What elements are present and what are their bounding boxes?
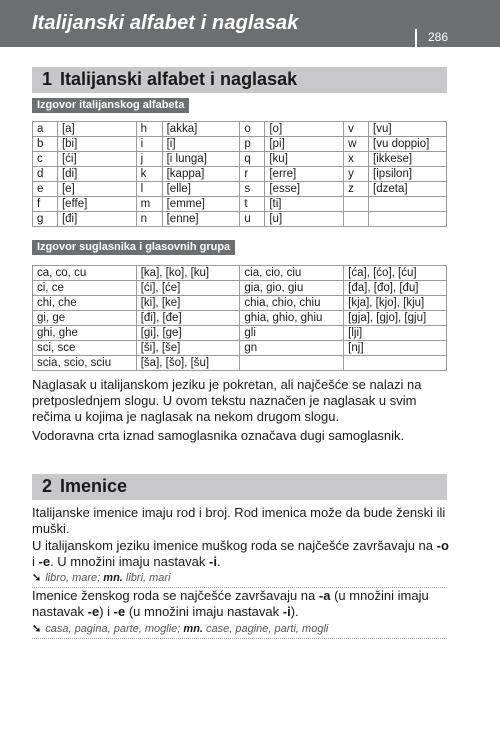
- table-cell: h: [136, 122, 162, 137]
- table-cell: [e]: [57, 182, 136, 197]
- alphabet-row: [33, 167, 447, 182]
- table-cell: gn: [240, 341, 344, 356]
- groups-subheading: Izgovor suglasnika i glasovnih grupa: [32, 240, 235, 255]
- table-cell: gli: [240, 326, 344, 341]
- table-cell: p: [240, 137, 265, 152]
- table-cell: [đa], [đo], [đu]: [344, 281, 447, 296]
- table-cell: [enne]: [162, 212, 240, 227]
- group-row: [33, 326, 447, 341]
- table-cell: [ći]: [57, 152, 136, 167]
- table-cell: [369, 197, 447, 212]
- table-cell: n: [136, 212, 162, 227]
- group-row: [33, 281, 447, 296]
- table-cell: [đi]: [57, 212, 136, 227]
- table-cell: [effe]: [57, 197, 136, 212]
- table-cell: j: [136, 152, 162, 167]
- table-cell: [nj]: [344, 341, 447, 356]
- section-heading-2: [32, 474, 447, 500]
- section-title: Italijanski alfabet i naglasak: [60, 69, 298, 89]
- table-cell: [esse]: [265, 182, 344, 197]
- alphabet-row: [33, 122, 447, 137]
- table-cell: [ši], [še]: [136, 341, 240, 356]
- table-cell: [i]: [162, 137, 240, 152]
- table-cell: [a]: [57, 122, 136, 137]
- group-row: [33, 296, 447, 311]
- consonant-groups-table: [32, 265, 447, 371]
- table-cell: a: [33, 122, 58, 137]
- group-row: [33, 311, 447, 326]
- nouns-intro-paragraph: Italijanske imenice imaju rod i broj. Rod imenica može da bude ženski ili muški.: [32, 505, 446, 536]
- alphabet-row: [33, 137, 447, 152]
- table-cell: k: [136, 167, 162, 182]
- table-cell: [ša], [šo], [šu]: [136, 356, 240, 371]
- table-cell: [ki], [ke]: [136, 296, 240, 311]
- section-number: 1: [42, 69, 53, 89]
- alphabet-row: [33, 212, 447, 227]
- table-cell: [344, 212, 369, 227]
- section-heading-1: [32, 67, 447, 93]
- page-number: 286: [428, 30, 449, 44]
- table-cell: ci, ce: [33, 281, 137, 296]
- long-vowel-paragraph: Vodoravna crta iznad samoglasnika označava dugi samoglasnik.: [32, 428, 405, 443]
- table-cell: l: [136, 182, 162, 197]
- table-cell: r: [240, 167, 265, 182]
- table-cell: [vu]: [369, 122, 447, 137]
- group-row: [33, 266, 447, 281]
- stress-paragraph: Naglasak u italijanskom jeziku je pokretan, ali najčešće se nalazi na pretposlednjem slogu. U ovom tekstu naznačen je naglasak u svim rečima u kojima je naglasak na nekom drugom slogu.: [32, 377, 422, 424]
- table-cell: [kja], [kjo], [kju]: [344, 296, 447, 311]
- table-cell: e: [33, 182, 58, 197]
- table-cell: o: [240, 122, 265, 137]
- table-cell: w: [344, 137, 369, 152]
- table-cell: s: [240, 182, 265, 197]
- masculine-example: ➘ libro, mare; mn. libri, mari: [32, 571, 447, 588]
- arrow-icon: ➘: [32, 572, 42, 584]
- table-cell: [pi]: [265, 137, 344, 152]
- page-header: [0, 0, 500, 47]
- section-number: 2: [42, 476, 53, 496]
- table-cell: [u]: [265, 212, 344, 227]
- table-cell: [emme]: [162, 197, 240, 212]
- alphabet-row: [33, 152, 447, 167]
- table-cell: z: [344, 182, 369, 197]
- table-cell: [ći], [će]: [136, 281, 240, 296]
- table-cell: [kappa]: [162, 167, 240, 182]
- table-cell: q: [240, 152, 265, 167]
- table-cell: gi, ge: [33, 311, 137, 326]
- table-cell: scia, scio, sciu: [33, 356, 137, 371]
- table-cell: y: [344, 167, 369, 182]
- table-cell: [ća], [ćo], [ću]: [344, 266, 447, 281]
- table-cell: ca, co, cu: [33, 266, 137, 281]
- table-cell: d: [33, 167, 58, 182]
- table-cell: cia, cio, ciu: [240, 266, 344, 281]
- table-cell: c: [33, 152, 58, 167]
- alphabet-subheading: Izgovor italijanskog alfabeta: [32, 98, 189, 113]
- table-cell: [344, 197, 369, 212]
- group-row: [33, 356, 447, 371]
- table-cell: b: [33, 137, 58, 152]
- table-cell: ghi, ghe: [33, 326, 137, 341]
- table-cell: [369, 212, 447, 227]
- table-cell: [i lunga]: [162, 152, 240, 167]
- table-cell: [bi]: [57, 137, 136, 152]
- table-cell: g: [33, 212, 58, 227]
- table-cell: chia, chio, chiu: [240, 296, 344, 311]
- table-cell: [elle]: [162, 182, 240, 197]
- feminine-paragraph: Imenice ženskog roda se najčešće završavaju na -a (u množini imaju nastavak -e) i -e (u množini imaju nastavak -i).: [32, 588, 429, 619]
- table-cell: [ka], [ko], [ku]: [136, 266, 240, 281]
- alphabet-row: [33, 182, 447, 197]
- table-cell: chi, che: [33, 296, 137, 311]
- table-cell: ghia, ghio, ghiu: [240, 311, 344, 326]
- table-cell: f: [33, 197, 58, 212]
- table-cell: u: [240, 212, 265, 227]
- header-title: Italijanski alfabet i naglasak: [32, 12, 299, 34]
- table-cell: i: [136, 137, 162, 152]
- masculine-paragraph: U italijanskom jeziku imenice muškog roda se najčešće završavaju na -o i -e. U množini imaju nastavak -i.: [32, 538, 449, 569]
- table-cell: [di]: [57, 167, 136, 182]
- section-title: Imenice: [60, 476, 128, 496]
- table-cell: [ikkese]: [369, 152, 447, 167]
- table-cell: x: [344, 152, 369, 167]
- table-cell: [dzeta]: [369, 182, 447, 197]
- table-cell: [vu doppio]: [369, 137, 447, 152]
- table-cell: [lji]: [344, 326, 447, 341]
- table-cell: v: [344, 122, 369, 137]
- feminine-example: ➘ casa, pagina, parte, moglie; mn. case, pagine, parti, mogli: [32, 622, 447, 639]
- table-cell: t: [240, 197, 265, 212]
- header-divider: [415, 29, 417, 47]
- table-cell: [gi], [ge]: [136, 326, 240, 341]
- table-cell: sci, sce: [33, 341, 137, 356]
- table-cell: [đi], [đe]: [136, 311, 240, 326]
- table-cell: [akka]: [162, 122, 240, 137]
- alphabet-table: [32, 121, 447, 227]
- table-cell: [gja], [gjo], [gju]: [344, 311, 447, 326]
- table-cell: m: [136, 197, 162, 212]
- table-cell: gia, gio, giu: [240, 281, 344, 296]
- table-cell: [ipsilon]: [369, 167, 447, 182]
- table-cell: [o]: [265, 122, 344, 137]
- table-cell: [344, 356, 447, 371]
- table-cell: [240, 356, 344, 371]
- table-cell: [ti]: [265, 197, 344, 212]
- table-cell: [erre]: [265, 167, 344, 182]
- alphabet-row: [33, 197, 447, 212]
- arrow-icon: ➘: [32, 623, 42, 635]
- table-cell: [ku]: [265, 152, 344, 167]
- group-row: [33, 341, 447, 356]
